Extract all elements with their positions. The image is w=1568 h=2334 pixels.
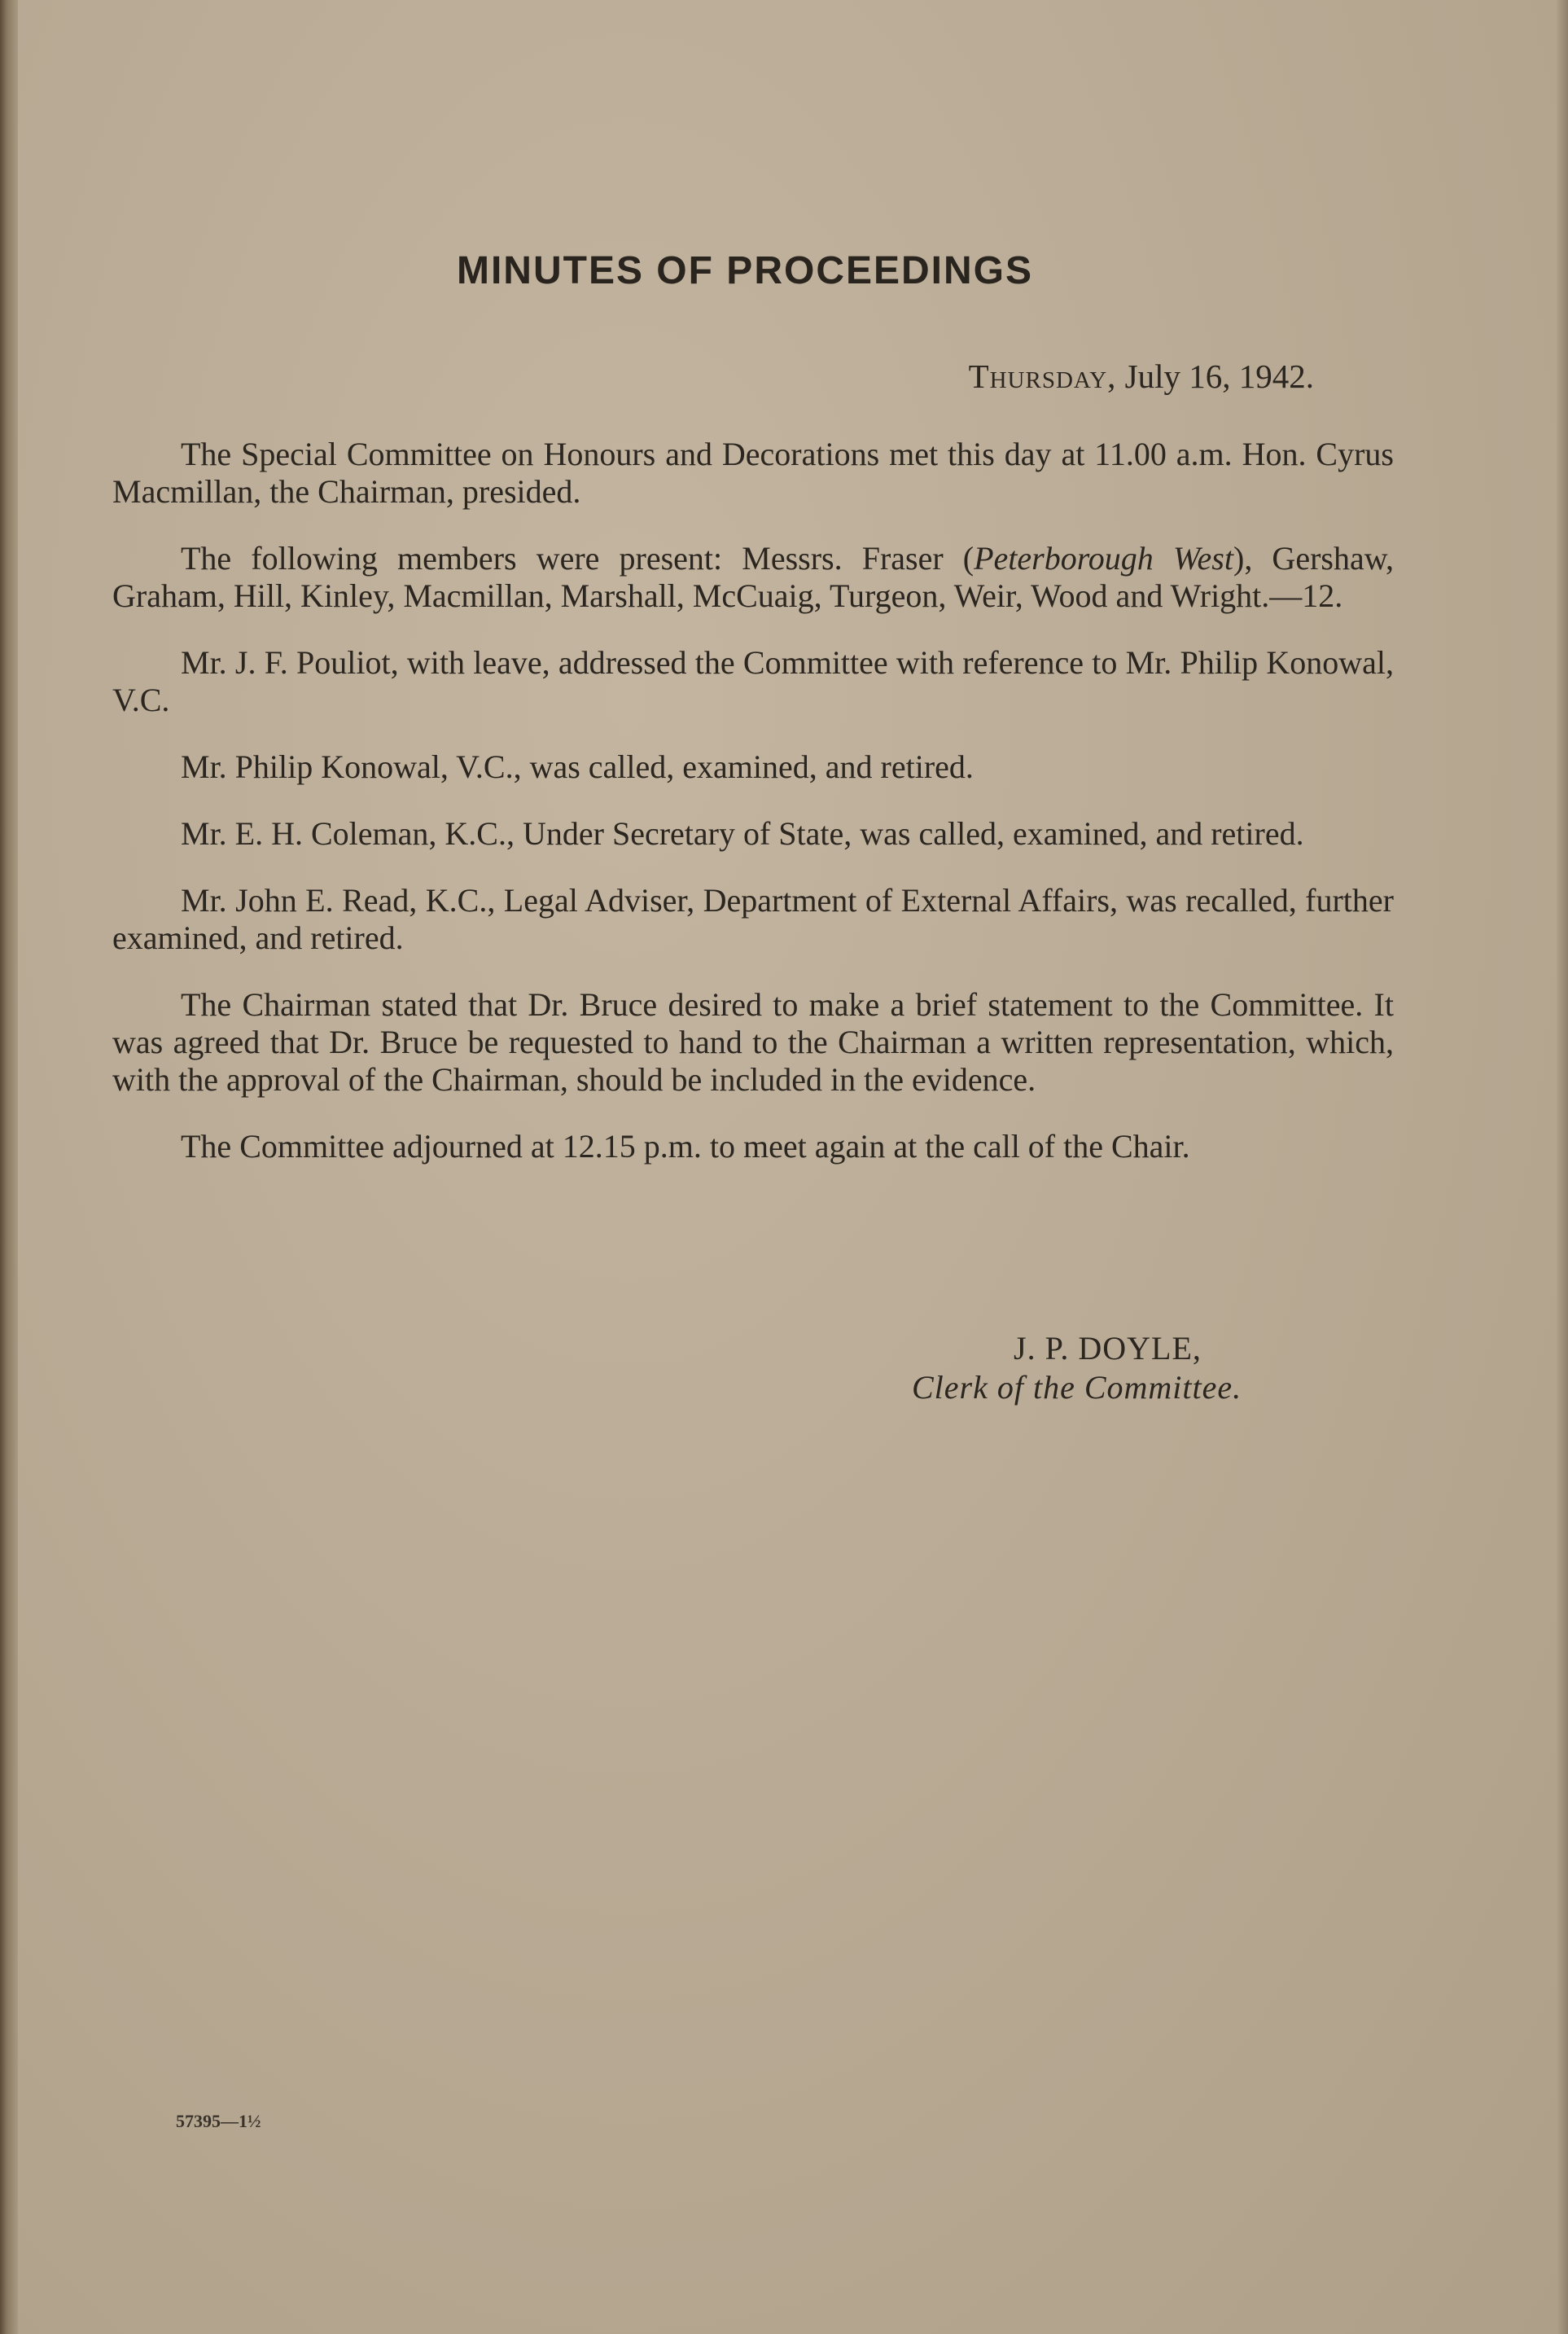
- document-heading: MINUTES OF PROCEEDINGS: [456, 249, 1034, 292]
- paragraph-konowal-examined: Mr. Philip Konowal, V.C., was called, examined, and retired.: [181, 748, 974, 785]
- clerk-title: Clerk of the Committee.: [912, 1369, 1242, 1406]
- minutes-body: [112, 436, 1394, 1195]
- paragraph-members-present: [112, 540, 1394, 615]
- paragraph-bruce-statement: The Chairman stated that Dr. Bruce desired to make a brief statement to the Committee. It was agreed that Dr. Bruce be requested to hand to the Chairman a written representation, which, with the approval of the Chairman, should be included in the evidence.: [112, 986, 1394, 1098]
- meeting-day: Thursday,: [968, 358, 1117, 395]
- paragraph-adjournment: The Committee adjourned at 12.15 p.m. to meet again at the call of the Chair.: [181, 1128, 1190, 1165]
- meeting-date: [969, 357, 1314, 396]
- members-text-before: The following members were present: Messrs. Fraser (: [181, 540, 975, 577]
- constituency-name: Peterborough West: [974, 540, 1233, 577]
- members-text-after: ), Gershaw, Graham, Hill, Kinley, Macmillan, Marshall, McCuaig, Turgeon, Weir, Wood and Wright.—12.: [112, 540, 1395, 614]
- meeting-date-rest: July 16, 1942.: [1116, 358, 1314, 395]
- print-reference-number: 57395—1½: [176, 2111, 261, 2131]
- page-binding-edge: [0, 0, 18, 2334]
- clerk-name: J. P. DOYLE,: [1014, 1330, 1202, 1367]
- paragraph-pouliot-address: Mr. J. F. Pouliot, with leave, addressed the Committee with reference to Mr. Philip Konowal, V.C.: [112, 644, 1394, 718]
- paragraph-meeting-opened: The Special Committee on Honours and Decorations met this day at 11.00 a.m. Hon. Cyrus Macmillan, the Chairman, presided.: [112, 436, 1394, 510]
- paragraph-read-recalled: Mr. John E. Read, K.C., Legal Adviser, Department of External Affairs, was recalled, further examined, and retired.: [112, 882, 1394, 956]
- paragraph-coleman-examined: Mr. E. H. Coleman, K.C., Under Secretary of State, was called, examined, and retired.: [181, 815, 1304, 852]
- page-right-edge: [1557, 0, 1568, 2334]
- signature-block: [912, 1329, 1400, 1407]
